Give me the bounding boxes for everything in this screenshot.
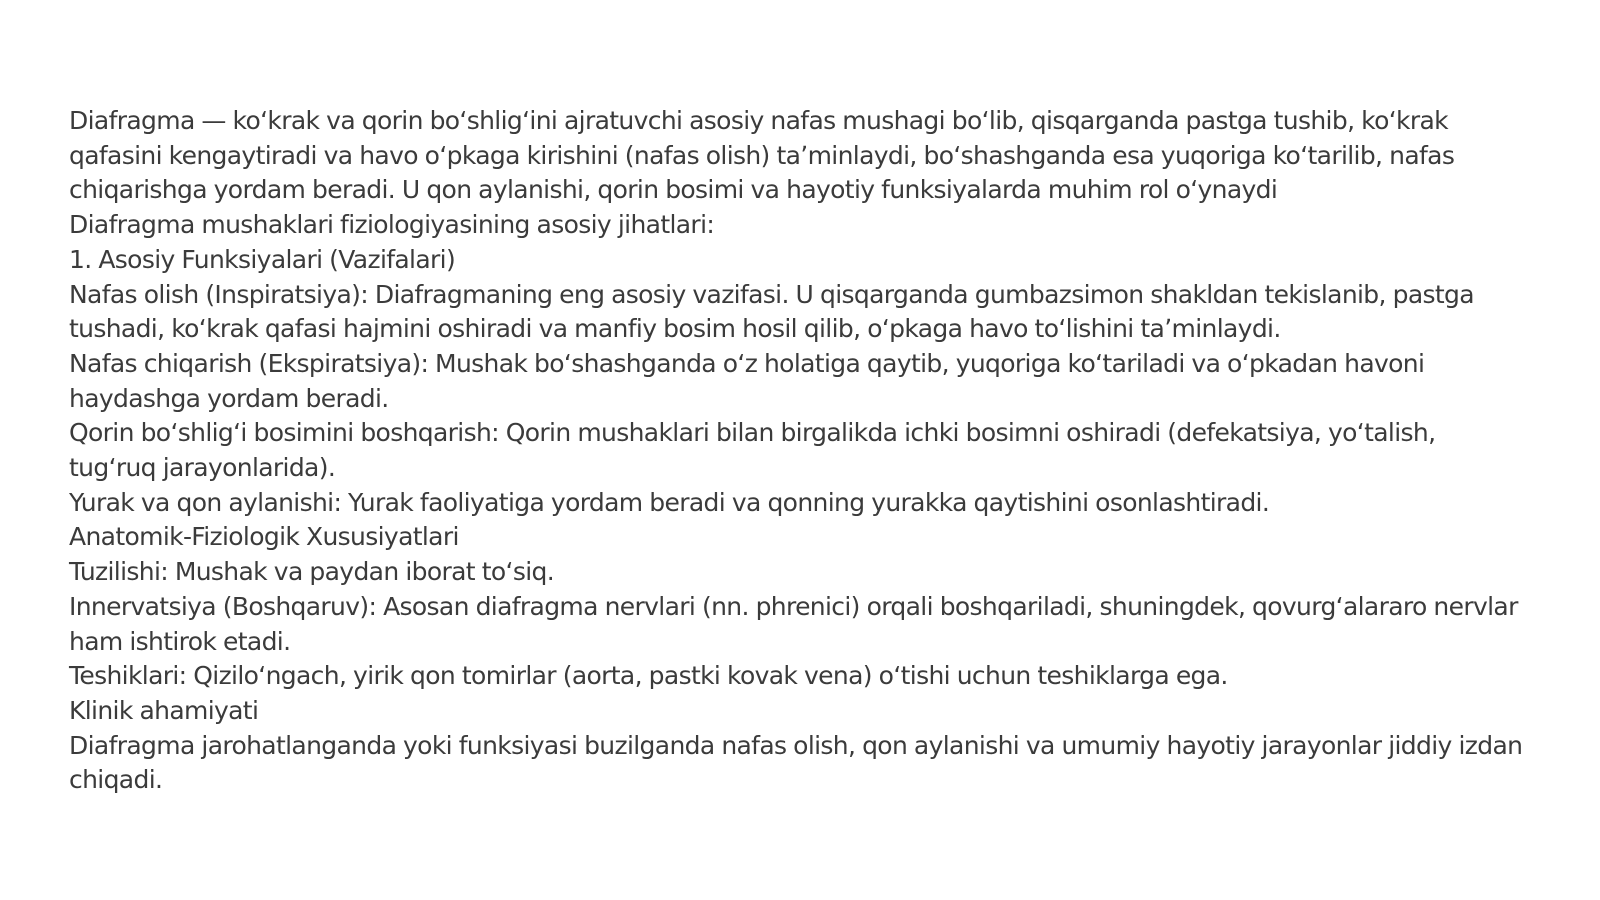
- section-heading-aspects: Diafragma mushaklari fiziologiyasining asosiy jihatlari:: [69, 210, 715, 240]
- clinical-line-1: Diafragma jarohatlanganda yoki funksiyasi buzilganda nafas olish, qon aylanishi va umumiy hayotiy jarayonlar jiddiy izdan: [69, 730, 1523, 760]
- expiration-line-1: Nafas chiqarish (Ekspiratsiya): Mushak boʻshashganda oʻz holatiga qaytib, yuqoriga koʻtariladi va oʻpkadan havoni: [69, 348, 1425, 378]
- innervation-line-1: Innervatsiya (Boshqaruv): Asosan diafragma nervlari (nn. phrenici) orqali boshqariladi, shuningdek, qovurgʻalararo nervlar: [69, 591, 1518, 621]
- document-body: [69, 104, 1594, 798]
- section-heading-clinical: Klinik ahamiyati: [69, 695, 259, 725]
- innervation-line-2: ham ishtirok etadi.: [69, 626, 291, 656]
- inspiration-line-2: tushadi, koʻkrak qafasi hajmini oshiradi va manfiy bosim hosil qilib, oʻpkaga havo toʻlishini taʼminlaydi.: [69, 314, 1281, 344]
- clinical-line-2: chiqadi.: [69, 765, 163, 795]
- intro-line-2: qafasini kengaytiradi va havo oʻpkaga kirishini (nafas olish) taʼminlaydi, boʻshashganda esa yuqoriga koʻtarilib, nafas: [69, 140, 1455, 170]
- intro-line-3: chiqarishga yordam beradi. U qon aylanishi, qorin bosimi va hayotiy funksiyalarda muhim rol oʻynaydi: [69, 175, 1278, 205]
- intro-line-1: Diafragma — koʻkrak va qorin boʻshligʻini ajratuvchi asosiy nafas mushagi boʻlib, qisqarganda pastga tushib, koʻkrak: [69, 106, 1449, 135]
- abdominal-pressure-line-2: tugʻruq jarayonlarida).: [69, 453, 336, 483]
- circulation-line: Yurak va qon aylanishi: Yurak faoliyatiga yordam beradi va qonning yurakka qaytishini osonlashtiradi.: [69, 487, 1270, 517]
- openings-line: Teshiklari: Qiziloʻngach, yirik qon tomirlar (aorta, pastki kovak vena) oʻtishi uchun teshiklarga ega.: [69, 661, 1228, 691]
- abdominal-pressure-line-1: Qorin boʻshligʻi bosimini boshqarish: Qorin mushaklari bilan birgalikda ichki bosimni oshiradi (defekatsiya, yoʻtalish,: [69, 418, 1436, 448]
- section-heading-functions: 1. Asosiy Funksiyalari (Vazifalari): [69, 244, 456, 274]
- inspiration-line-1: Nafas olish (Inspiratsiya): Diafragmaning eng asosiy vazifasi. U qisqarganda gumbazsimon shakldan tekislanib, pastga: [69, 279, 1474, 309]
- section-heading-anatomy: Anatomik-Fiziologik Xususiyatlari: [69, 522, 459, 552]
- structure-line: Tuzilishi: Mushak va paydan iborat toʻsiq.: [69, 557, 555, 587]
- expiration-line-2: haydashga yordam beradi.: [69, 383, 389, 413]
